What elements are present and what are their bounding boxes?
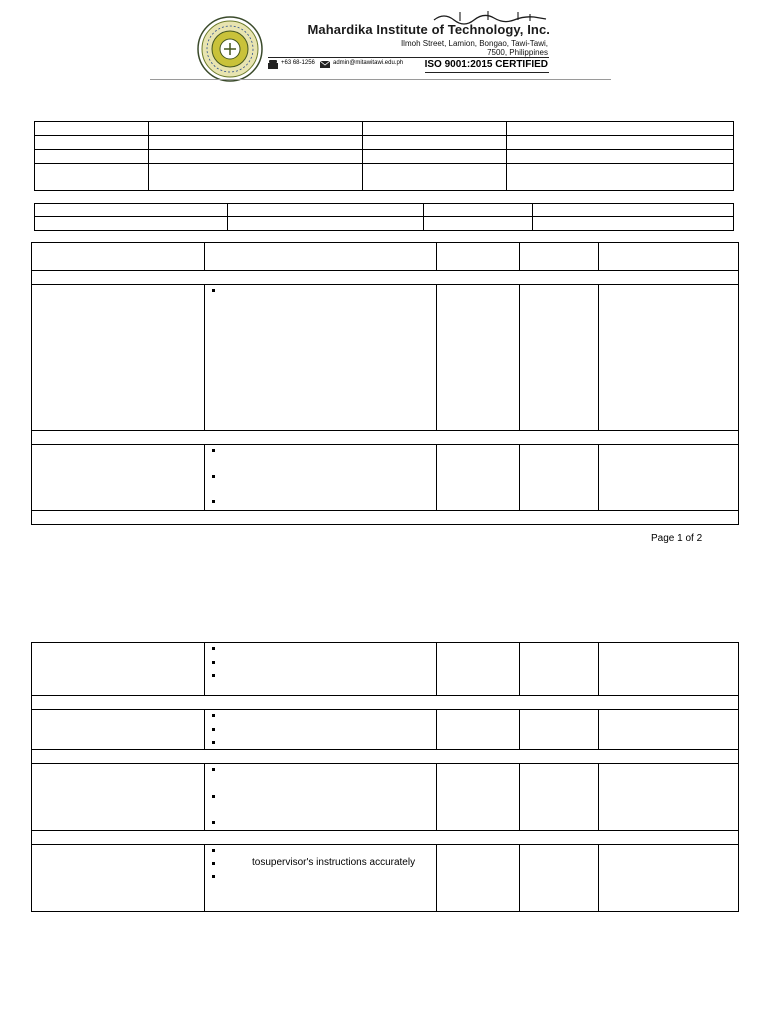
institution-name: Mahardika Institute of Technology, Inc.: [307, 22, 550, 37]
eval-row-line: [31, 270, 739, 271]
page-number: Page 1 of 2: [651, 533, 703, 544]
bullet-icon: [212, 449, 215, 452]
eval-row-line: [31, 284, 739, 285]
info-table-row-line: [34, 135, 734, 136]
eval-row-line: [31, 709, 739, 710]
eval-row-line: [31, 444, 739, 445]
phone-icon: [268, 60, 278, 69]
eval-row-line: [31, 763, 739, 764]
summary-table-col-line: [532, 203, 533, 231]
bullet-icon: [212, 821, 215, 824]
eval-col-line: [519, 444, 520, 510]
iso-certification: ISO 9001:2015 CERTIFIED: [424, 59, 548, 70]
bullet-icon: [212, 795, 215, 798]
info-table-col-line: [362, 121, 363, 191]
eval-col-line: [436, 763, 437, 830]
eval-col-line: [436, 709, 437, 749]
bullet-icon: [212, 741, 215, 744]
eval-col-line: [204, 642, 205, 695]
bullet-icon: [212, 647, 215, 650]
bullet-icon: [212, 475, 215, 478]
eval-col-line: [598, 642, 599, 695]
bullet-icon: [212, 500, 215, 503]
summary-table-col-line: [423, 203, 424, 231]
bullet-icon: [212, 714, 215, 717]
evaluation-table-border: [31, 642, 739, 912]
eval-row-line: [31, 695, 739, 696]
criterion-text: tosupervisor's instructions accurately: [252, 857, 416, 868]
eval-col-line: [204, 763, 205, 830]
email-address: admin@mitawitawi.edu.ph: [333, 60, 404, 66]
eval-row-line: [31, 430, 739, 431]
bullet-icon: [212, 289, 215, 292]
info-table-col-line: [148, 121, 149, 191]
eval-col-line: [436, 242, 437, 270]
eval-col-line: [436, 444, 437, 510]
email-icon: [320, 61, 330, 68]
eval-row-line: [31, 830, 739, 831]
institution-seal-icon: [197, 16, 263, 82]
eval-row-line: [31, 844, 739, 845]
bullet-icon: [212, 849, 215, 852]
contact-divider: [268, 57, 549, 58]
eval-col-line: [519, 642, 520, 695]
eval-col-line: [519, 284, 520, 430]
eval-col-line: [204, 242, 205, 270]
info-table-border: [34, 121, 734, 191]
eval-col-line: [519, 844, 520, 912]
eval-col-line: [598, 709, 599, 749]
eval-col-line: [519, 709, 520, 749]
eval-col-line: [204, 709, 205, 749]
bullet-icon: [212, 728, 215, 731]
summary-table-border: [34, 203, 734, 231]
eval-row-line: [31, 510, 739, 511]
eval-col-line: [598, 763, 599, 830]
eval-col-line: [598, 844, 599, 912]
bullet-icon: [212, 768, 215, 771]
eval-col-line: [598, 242, 599, 270]
address-line-1: Ilmoh Street, Lamion, Bongao, Tawi-Tawi,: [400, 39, 548, 48]
eval-col-line: [204, 844, 205, 912]
eval-col-line: [204, 284, 205, 430]
eval-col-line: [436, 844, 437, 912]
info-table-row-line: [34, 163, 734, 164]
info-table-row-line: [34, 149, 734, 150]
eval-col-line: [598, 284, 599, 430]
iso-underline: [425, 72, 549, 73]
eval-col-line: [204, 444, 205, 510]
eval-col-line: [436, 642, 437, 695]
eval-col-line: [436, 284, 437, 430]
summary-table-row-line: [34, 216, 734, 217]
bullet-icon: [212, 862, 215, 865]
eval-row-line: [31, 749, 739, 750]
eval-col-line: [519, 242, 520, 270]
info-table-col-line: [506, 121, 507, 191]
summary-table-col-line: [227, 203, 228, 231]
bullet-icon: [212, 661, 215, 664]
header-divider: [150, 79, 611, 80]
address-line-2: 7500, Philippines: [487, 48, 548, 57]
bullet-icon: [212, 674, 215, 677]
eval-col-line: [598, 444, 599, 510]
bullet-icon: [212, 875, 215, 878]
eval-col-line: [519, 763, 520, 830]
phone-number: +63 68-1256: [281, 60, 315, 66]
